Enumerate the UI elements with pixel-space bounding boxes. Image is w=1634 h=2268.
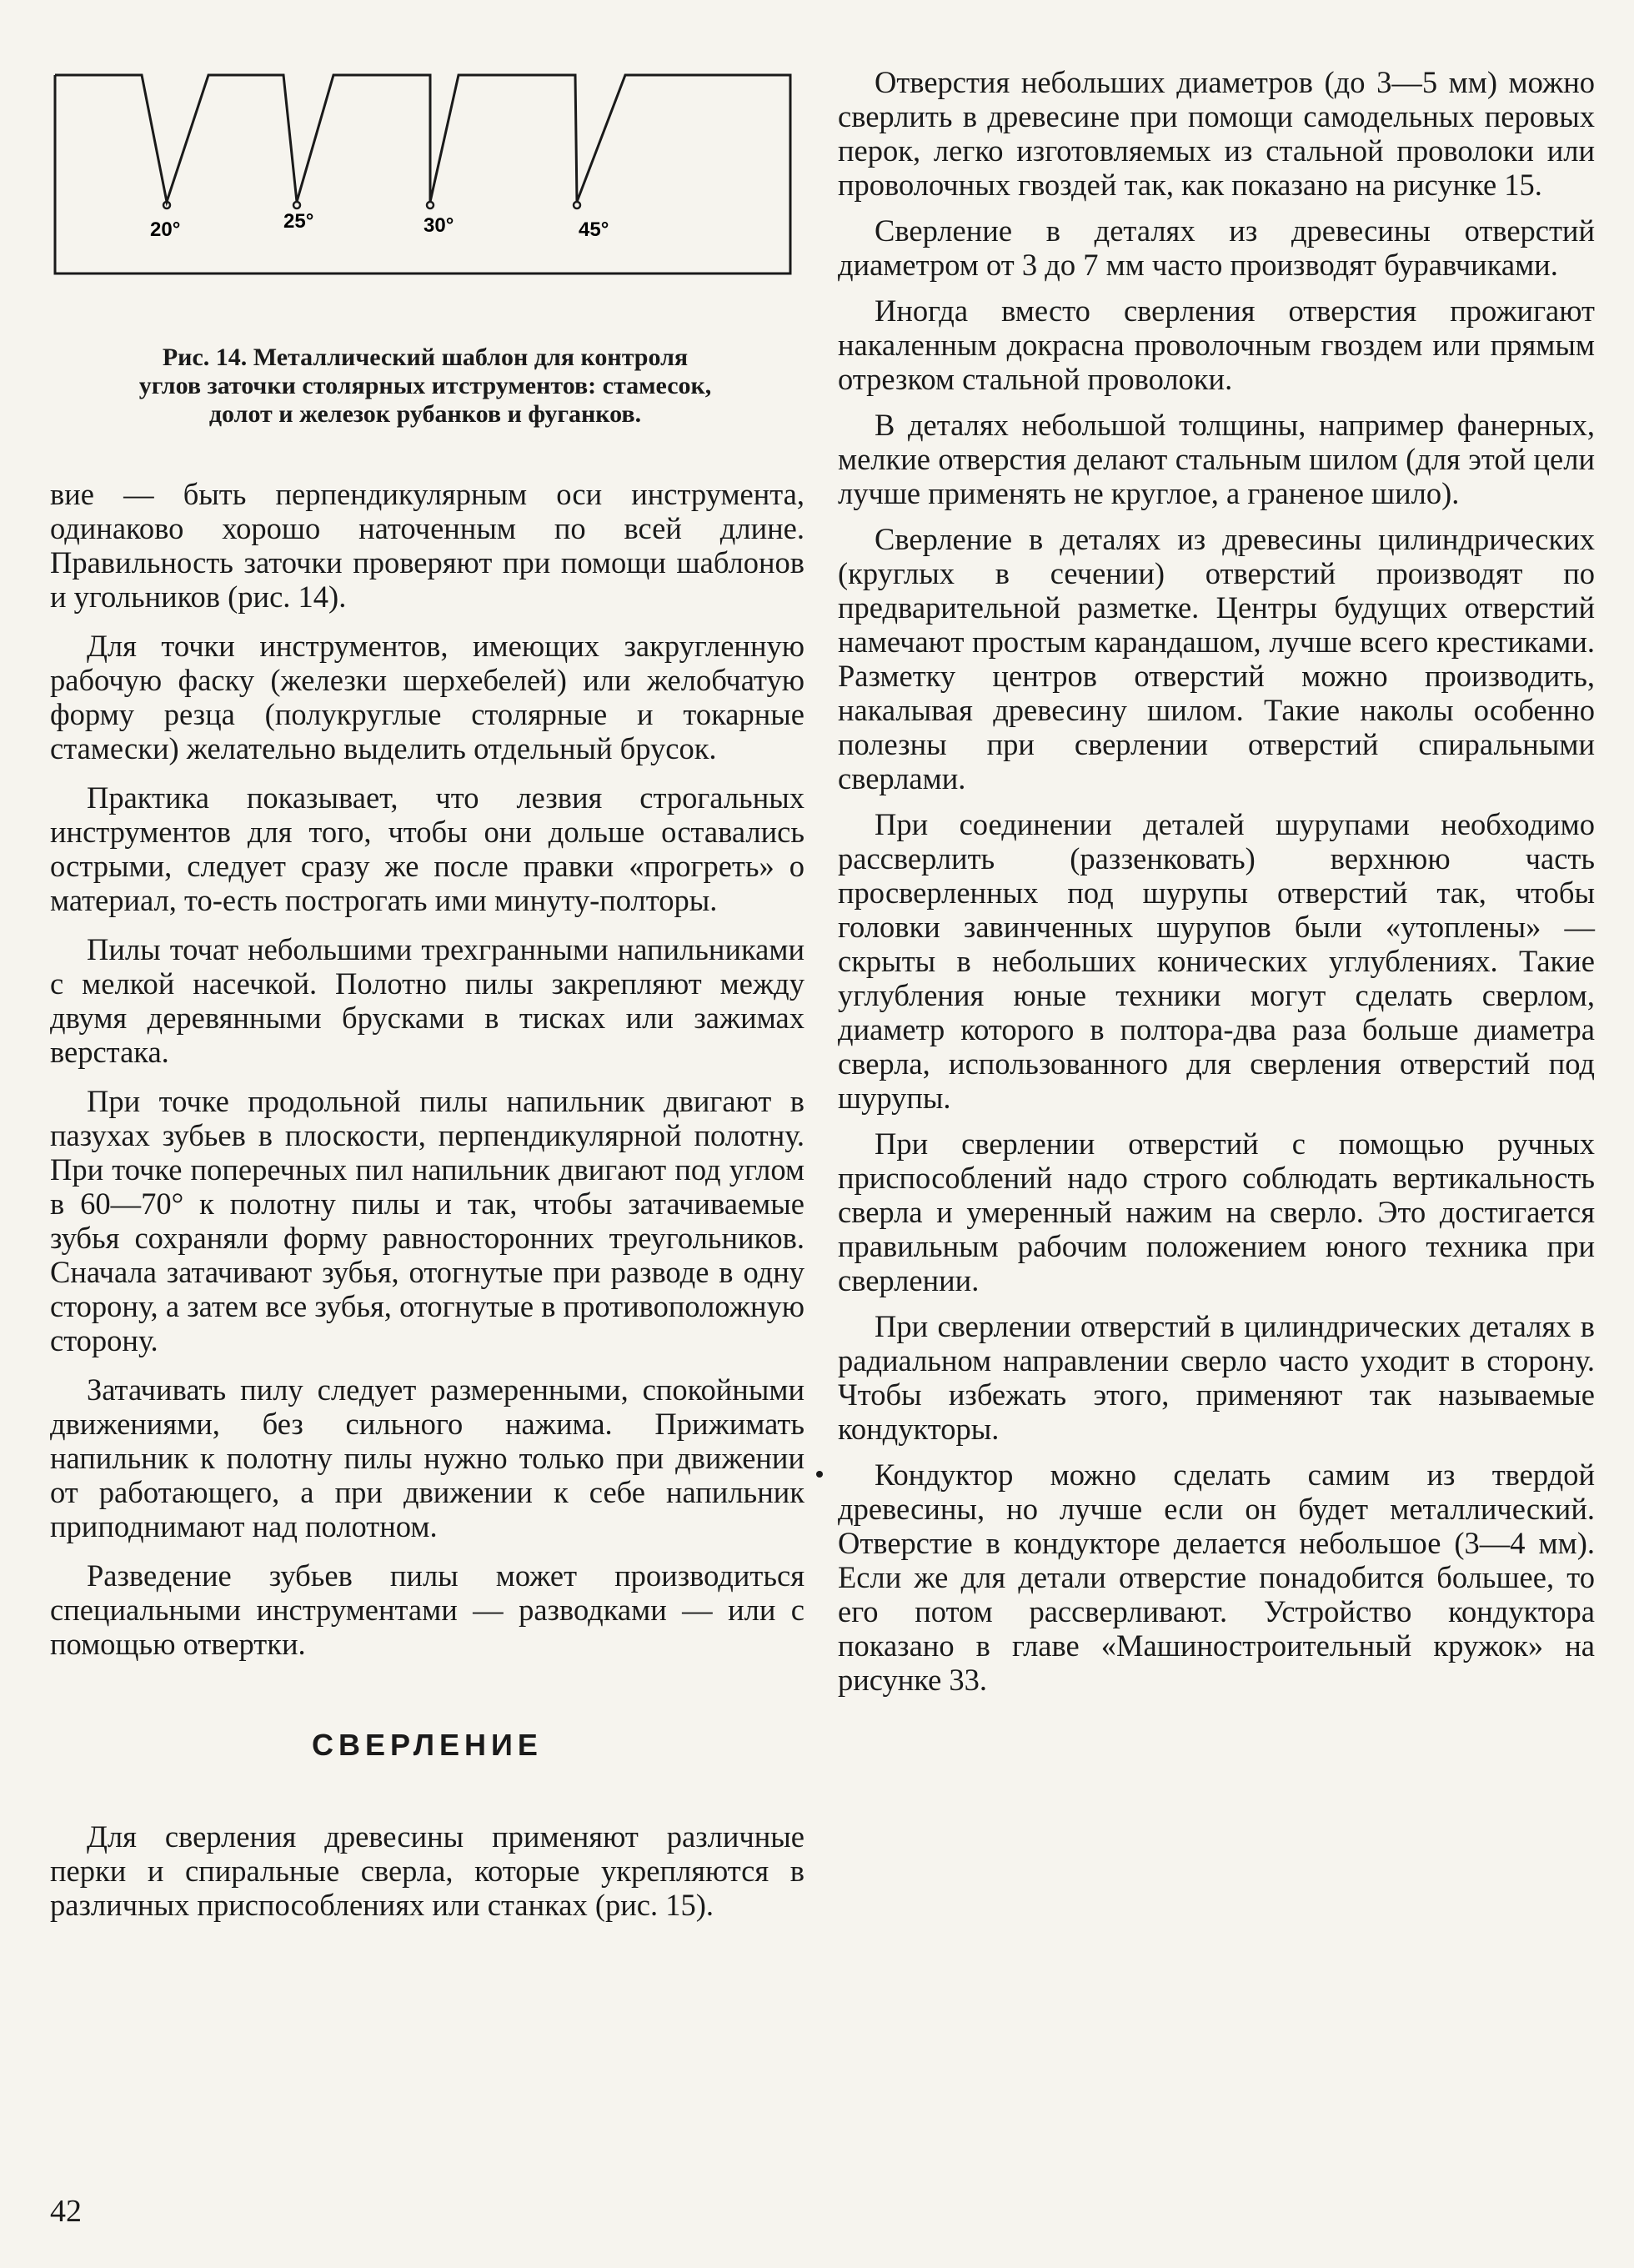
bullet-dot-icon xyxy=(816,1471,823,1478)
template-outline xyxy=(55,75,790,273)
paragraph: вие — быть перпендикулярным оси инструмента, одинаково хорошо наточенным по всей длине. Правильность заточки проверяют при помощи шаблонов и угольников (рис. 14). xyxy=(50,477,804,614)
template-drawing xyxy=(50,65,800,284)
caption-line: долот и железок рубанков и фуганков. xyxy=(208,400,642,428)
section-title: СВЕРЛЕНИЕ xyxy=(312,1728,543,1762)
left-column xyxy=(50,65,804,1937)
paragraph: Сверление в деталях из древесины цилиндрических (круглых в сечении) отверстий производят по предварительной разметке. Центры будущих отверстий намечают простым карандашом, лучше всего крестиками. Разметку центров отверстий можно производить, накалывая древесину шилом. Такие наколы особенно полезны при сверлении отверстий спиральными сверлами. xyxy=(838,522,1595,795)
angle-label-20: 20° xyxy=(150,218,181,241)
paragraph: Сверление в деталях из древесины отверстий диаметром от 3 до 7 мм часто производят буравчиками. xyxy=(838,213,1595,282)
paragraph: Разведение зубьев пилы может производиться специальными инструментами — разводками — или с помощью отвертки. xyxy=(50,1558,804,1661)
notch-30-circle xyxy=(427,202,434,208)
paragraph: При сверлении отверстий в цилиндрических деталях в радиальном направлении сверло часто уходит в сторону. Чтобы избежать этого, применяют так называемые кондукторы. xyxy=(838,1309,1595,1446)
page-number: 42 xyxy=(50,2194,82,2229)
figure-14-template xyxy=(50,65,800,284)
notch-25-circle xyxy=(293,202,300,208)
paragraph: Затачивать пилу следует размеренными, спокойными движениями, без сильного нажима. Прижимать напильник к полотну пилы нужно только при движении от работающего, а при движении к себе напильник приподнимают над полотном. xyxy=(50,1372,804,1543)
paragraph: Кондуктор можно сделать самим из твердой древесины, но лучше если он будет металлический. Отверстие в кондукторе делается небольшое (3—4 мм). Если же для детали отверстие понадобится большее, то его потом рассверливают. Устройство кондуктора показано в главе «Машиностроительный кружок» на рисунке 33. xyxy=(838,1458,1595,1697)
caption-line: углов заточки столярных итструментов: стамесок, xyxy=(138,372,712,399)
paragraph: При точке продольной пилы напильник двигают в пазухах зубьев в плоскости, перпендикулярной полотну. При точке поперечных пил напильник двигают под углом в 60—70° к полотну пилы и так, чтобы затачиваемые зубья сохраняли форму равносторонних треугольников. Сначала затачивают зубья, отогнутые при разводе в одну сторону, а затем все зубья, отогнутые в противоположную сторону. xyxy=(50,1084,804,1357)
notch-45-circle xyxy=(574,202,580,208)
angle-label-30: 30° xyxy=(424,214,454,237)
right-column xyxy=(838,65,1595,1709)
paragraph: Иногда вместо сверления отверстия прожигают накаленным докрасна проволочным гвоздем или прямым отрезком стальной проволоки. xyxy=(838,294,1595,396)
paragraph: Пилы точат небольшими трехгранными напильниками с мелкой насечкой. Полотно пилы закрепляют между двумя деревянными брусками в тисках или зажимах верстака. xyxy=(50,932,804,1069)
paragraph: Практика показывает, что лезвия строгальных инструментов для того, чтобы они дольше оставались острыми, следует сразу же после правки «прогреть» о материал, то-есть построгать ими минуту-полторы. xyxy=(50,780,804,917)
paragraph: Отверстия небольших диаметров (до 3—5 мм) можно сверлить в древесине при помощи самодельных перовых перок, легко изготовляемых из стальной проволоки или проволочных гвоздей так, как показано на рисунке 15. xyxy=(838,65,1595,202)
paragraph: В деталях небольшой толщины, например фанерных, мелкие отверстия делают стальным шилом (для этой цели лучше применять не круглое, а граненое шило). xyxy=(838,408,1595,510)
bullet-paragraph xyxy=(838,1458,1595,1697)
angle-label-25: 25° xyxy=(283,210,314,233)
left-body-text xyxy=(50,477,804,1922)
paragraph: При соединении деталей шурупами необходимо рассверлить (раззенковать) верхнюю часть просверленных под шурупы отверстий так, чтобы головки завинченных шурупов были «утоплены» — скрыты в небольших конических углублениях. Такие углубления юные техники могут сделать сверлом, диаметр которого в полтора-два раза больше диаметра сверла, использованного для сверления отверстий под шурупы. xyxy=(838,807,1595,1115)
paragraph: При сверлении отверстий с помощью ручных приспособлений надо строго соблюдать вертикальность сверла и умеренный нажим на сверло. Это достигается правильным рабочим положением юного техника при сверлении. xyxy=(838,1126,1595,1297)
caption-line: Рис. 14. Металлический шаблон для контроля xyxy=(162,344,689,371)
figure-caption xyxy=(50,344,800,429)
paragraph: Для точки инструментов, имеющих закругленную рабочую фаску (железки шерхебелей) или желобчатую форму резца (полукруглые столярные и токарные стамески) желательно выделить отдельный брусок. xyxy=(50,629,804,765)
paragraph: Для сверления древесины применяют различные перки и спиральные сверла, которые укрепляются в различных приспособлениях или станках (рис. 15). xyxy=(50,1819,804,1922)
angle-label-45: 45° xyxy=(579,218,609,241)
